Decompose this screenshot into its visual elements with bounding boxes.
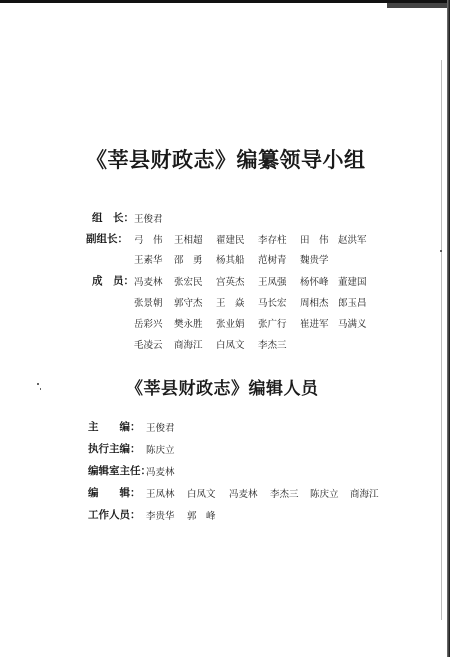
member-name: 张广行	[258, 319, 287, 330]
deputy-name: 赵洪军	[338, 235, 367, 246]
executive-editor-name: 陈庆立	[146, 445, 175, 456]
scan-border-top-right	[387, 3, 447, 8]
staff-workers-label: 工作人员：	[88, 509, 141, 521]
deputy-name: 李存柱	[258, 235, 287, 246]
member-name: 冯麦林	[134, 277, 163, 288]
editor-name: 冯麦林	[229, 489, 258, 500]
chief-editor-label: 主 编：	[88, 421, 141, 433]
chief-editor-name: 王俊君	[146, 423, 175, 434]
worker-name: 郭 峰	[187, 511, 216, 522]
editorial-staff-title: 《莘县财政志》编辑人员	[126, 379, 319, 399]
leadership-group-title: 《莘县财政志》编纂领导小组	[86, 147, 366, 172]
member-name: 董建国	[338, 277, 367, 288]
deputy-name: 翟建民	[216, 235, 245, 246]
member-name: 张景朝	[134, 298, 163, 309]
member-name: 岳彩兴	[134, 319, 163, 330]
member-name: 马长宏	[258, 298, 287, 309]
leader-label: 组 长：	[92, 212, 134, 224]
member-name: 白凤文	[216, 340, 245, 351]
member-name: 张业娟	[216, 319, 245, 330]
scan-border-top	[0, 0, 450, 3]
executive-editor-label: 执行主编：	[88, 443, 141, 455]
editor-name: 白凤文	[187, 489, 216, 500]
member-name: 崔进军	[300, 319, 329, 330]
member-name: 王凤强	[258, 277, 287, 288]
worker-name: 李贵华	[146, 511, 175, 522]
deputy-name: 范树青	[258, 255, 287, 266]
member-name: 商海江	[174, 340, 203, 351]
deputy-name: 王相超	[174, 235, 203, 246]
member-name: 郭守杰	[174, 298, 203, 309]
deputy-name: 弓 伟	[134, 235, 163, 246]
scan-shadow-line	[441, 60, 442, 620]
editors-label: 编 辑：	[88, 487, 141, 499]
scan-speck	[37, 383, 39, 385]
scan-speck	[440, 250, 442, 252]
member-name: 郎玉昌	[338, 298, 367, 309]
deputy-name: 魏贵学	[300, 255, 329, 266]
editor-name: 王凤林	[146, 489, 175, 500]
member-name: 樊永胜	[174, 319, 203, 330]
deputy-name: 田 伟	[300, 235, 329, 246]
member-name: 王 焱	[216, 298, 245, 309]
member-name: 宫英杰	[216, 277, 245, 288]
deputy-name: 杨其船	[216, 255, 245, 266]
deputy-label: 副组长：	[86, 233, 128, 245]
editor-name: 李杰三	[270, 489, 299, 500]
member-name: 周相杰	[300, 298, 329, 309]
deputy-name: 王素华	[134, 255, 163, 266]
member-name: 李杰三	[258, 340, 287, 351]
member-name: 毛凌云	[134, 340, 163, 351]
member-label: 成 员：	[92, 275, 134, 287]
member-name: 马满义	[338, 319, 367, 330]
leader-name: 王俊君	[134, 214, 163, 225]
member-name: 张宏民	[174, 277, 203, 288]
member-name: 杨怀峰	[300, 277, 329, 288]
office-director-name: 冯麦林	[146, 467, 175, 478]
editor-name: 陈庆立	[310, 489, 339, 500]
office-director-label: 编辑室主任：	[88, 465, 151, 477]
deputy-name: 邵 勇	[174, 255, 203, 266]
scan-speck	[40, 388, 41, 390]
editor-name: 商海江	[350, 489, 379, 500]
